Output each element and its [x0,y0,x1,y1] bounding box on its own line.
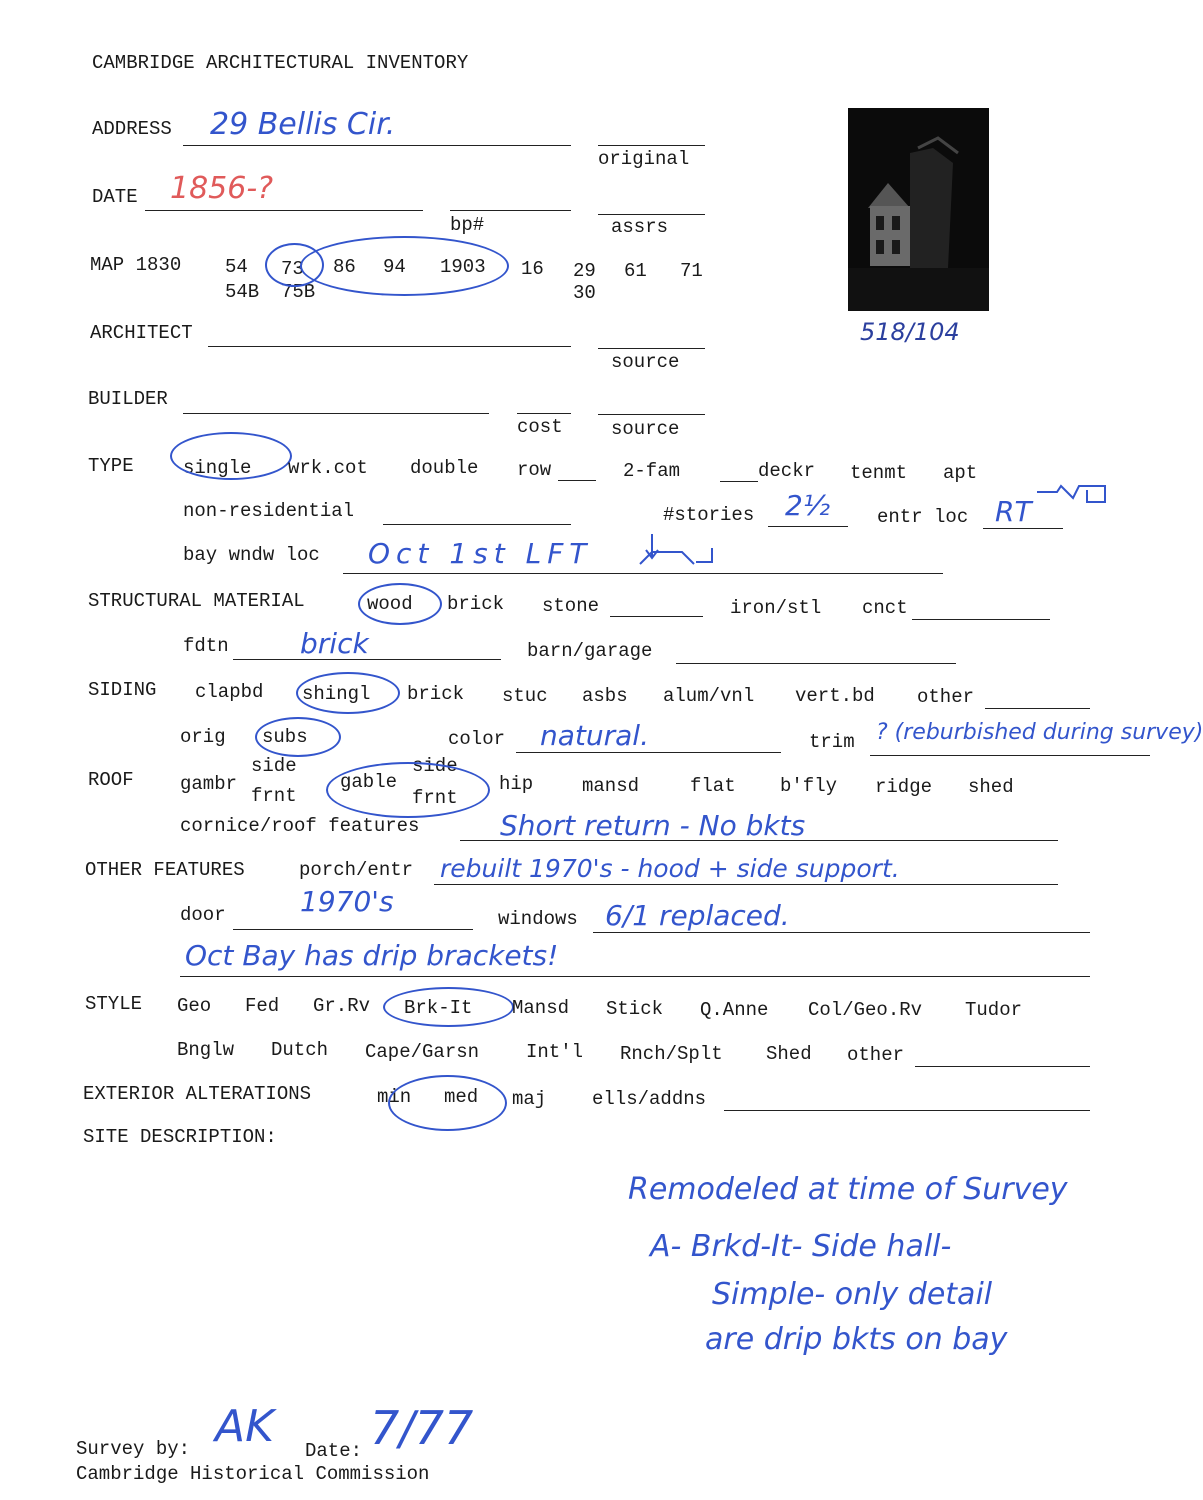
source-line [598,348,705,349]
map-year: 54 [225,256,248,278]
page-title: CAMBRIDGE ARCHITECTURAL INVENTORY [92,52,469,74]
map-year-sub: 75B [281,281,316,303]
cost-label: cost [517,416,563,438]
map-year: 94 [383,256,406,278]
non-residential-label: non-residential [183,500,355,522]
style-option: other [847,1044,905,1066]
site-desc-line: are drip bkts on bay [705,1322,1008,1357]
frnt-label: frnt [251,785,297,807]
style-option: Bnglw [177,1039,235,1061]
style-option: Gr.Rv [313,995,371,1017]
date-value: 1856-? [170,171,274,206]
plan-sketch-icon [1035,484,1110,506]
trim-line [870,755,1150,756]
alt-option: ells/addns [592,1088,707,1110]
blank-line [912,619,1050,620]
house-photo [848,108,989,311]
fdtn-value: brick [300,627,369,660]
map-label: MAP 1830 [90,254,182,276]
bay-wndw-loc-value: Oct 1st LFT [368,537,593,570]
type-option: tenmt [850,462,908,484]
door-line [233,929,473,930]
commission-name: Cambridge Historical Commission [76,1463,430,1485]
bay-wndw-loc-label: bay wndw loc [183,544,320,566]
style-option: Mansd [512,997,570,1019]
bp-label: bp# [450,214,485,236]
map-year: 29 [573,260,596,282]
siding-option: brick [407,683,465,705]
blank-line [720,481,758,482]
entr-loc-value: RT [995,495,1032,528]
blank-line [610,616,703,617]
windows-label: windows [498,908,578,930]
porch-value: rebuilt 1970's - hood + side support. [440,854,900,883]
windows-value: 6/1 replaced. [605,899,790,932]
cost-line [517,413,571,414]
map-year: 86 [333,256,356,278]
type-option: wrk.cot [288,457,368,479]
map-year: 71 [680,260,703,282]
barn-garage-label: barn/garage [527,640,653,662]
style-option: Geo [177,995,212,1017]
trim-value: ? (reburbished during survey) [876,720,1203,745]
bay-sketch-icon [636,528,718,570]
exterior-alt-label: EXTERIOR ALTERATIONS [83,1083,312,1105]
style-option: Col/Geo.Rv [808,999,923,1021]
type-option: single [183,457,252,479]
type-label: TYPE [88,455,134,477]
side-label: side [251,755,297,777]
type-option: row [517,459,552,481]
site-desc-label: SITE DESCRIPTION: [83,1126,277,1148]
barn-garage-line [676,663,956,664]
frnt-label: frnt [412,787,458,809]
alt-option: maj [512,1088,547,1110]
circle-mark [300,236,509,296]
notes-value: Oct Bay has drip brackets! [185,939,559,972]
house-silhouette-icon [848,108,989,311]
map-year: 73 [281,258,304,280]
photo-id: 518/104 [860,318,960,346]
side-label: side [412,755,458,777]
original-line [598,145,705,146]
subs-label: subs [262,726,308,748]
date-label: DATE [92,186,138,208]
survey-date-label: Date: [305,1440,363,1462]
map-year: 61 [624,260,647,282]
address-value: 29 Bellis Cir. [210,107,396,142]
style-option: Shed [766,1043,812,1065]
struct-option: brick [447,593,505,615]
site-desc-line: Simple- only detail [712,1277,993,1312]
siding-option: other [917,686,975,708]
door-value: 1970's [300,885,394,918]
survey-date-value: 7/77 [370,1401,474,1455]
porch-label: porch/entr [299,859,414,881]
cornice-value: Short return - No bkts [500,809,806,842]
roof-option: ridge [875,776,933,798]
other-features-label: OTHER FEATURES [85,859,245,881]
style-option: Cape/Garsn [365,1041,480,1063]
source-label: source [611,351,680,373]
style-option: Dutch [271,1039,329,1061]
assrs-line [598,214,705,215]
entr-loc-label: entr loc [877,506,969,528]
roof-option: flat [690,775,736,797]
roof-option: shed [968,776,1014,798]
siding-label: SIDING [88,679,157,701]
style-option: Int'l [526,1041,584,1063]
color-label: color [448,728,506,750]
assrs-label: assrs [611,216,669,238]
blank-line [915,1066,1090,1067]
map-year: 16 [521,258,544,280]
color-value: natural. [540,719,649,752]
struct-option: wood [367,593,413,615]
roof-option: mansd [582,775,640,797]
roof-option: b'fly [780,775,838,797]
original-label: original [598,148,690,170]
map-year-sub: 30 [573,282,596,304]
map-year-sub: 54B [225,281,260,303]
roof-option: gable [340,771,398,793]
siding-option: shingl [302,683,371,705]
entr-loc-line [983,528,1063,529]
windows-line [593,932,1090,933]
style-label: STYLE [85,993,143,1015]
circle-mark [358,583,442,625]
fdtn-label: fdtn [183,635,229,657]
stories-label: #stories [663,504,755,526]
type-option: double [410,457,479,479]
porch-line [434,884,1058,885]
survey-by-label: Survey by: [76,1438,191,1460]
struct-option: stone [542,595,600,617]
address-label: ADDRESS [92,118,172,140]
roof-option: gambr [180,773,238,795]
roof-label: ROOF [88,769,134,791]
architect-line [208,346,571,347]
color-line [516,752,781,753]
builder-line [183,413,489,414]
siding-option: vert.bd [795,685,875,707]
alt-option: med [444,1086,479,1108]
circle-mark [383,987,514,1027]
stories-value: 2½ [785,489,830,522]
source-label: source [611,418,680,440]
address-line [183,145,571,146]
struct-option: iron/stl [730,597,822,619]
trim-label: trim [809,731,855,753]
architect-label: ARCHITECT [90,322,193,344]
notes-line [180,976,1090,977]
non-residential-line [383,524,571,525]
source-line [598,414,705,415]
type-option: apt [943,462,978,484]
cornice-label: cornice/roof features [180,815,420,837]
structural-label: STRUCTURAL MATERIAL [88,590,305,612]
bay-wndw-loc-line [343,573,943,574]
map-year: 1903 [440,256,486,278]
style-option: Brk-It [404,997,473,1019]
type-option: deckr [758,460,816,482]
blank-line [558,480,596,481]
circle-mark [296,672,400,714]
circle-mark [255,717,341,757]
bp-line [450,210,571,211]
site-desc-line: A- Brkd-It- Side hall- [650,1229,952,1264]
alt-option: min [377,1086,412,1108]
surveyor-value: AK [215,1401,274,1452]
builder-label: BUILDER [88,388,168,410]
siding-option: clapbd [195,681,264,703]
orig-label: orig [180,726,226,748]
siding-option: asbs [582,685,628,707]
blank-line [724,1110,1090,1111]
date-line [145,210,423,211]
blank-line [985,708,1090,709]
circle-mark [170,432,292,480]
type-option: 2-fam [623,460,681,482]
door-label: door [180,904,226,926]
stories-line [768,526,848,527]
style-option: Fed [245,995,280,1017]
circle-mark [326,762,490,818]
struct-option: cnct [862,597,908,619]
style-option: Tudor [965,999,1023,1021]
style-option: Stick [606,998,664,1020]
roof-option: hip [499,773,534,795]
style-option: Rnch/Splt [620,1043,723,1065]
style-option: Q.Anne [700,999,769,1021]
siding-option: stuc [502,685,548,707]
circle-mark [388,1075,507,1131]
site-desc-line: Remodeled at time of Survey [628,1172,1068,1207]
siding-option: alum/vnl [663,685,755,707]
